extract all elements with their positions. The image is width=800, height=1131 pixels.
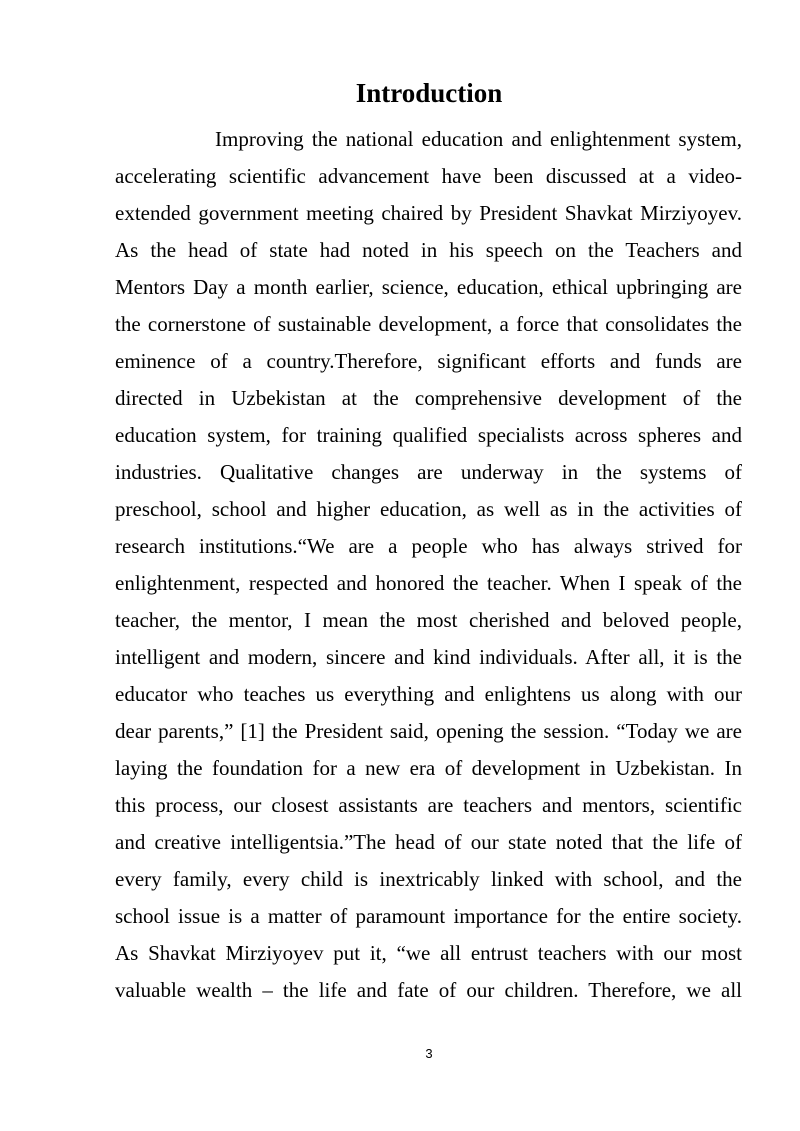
text-line: and creative intelligentsia.”The head of our state noted that the life of xyxy=(115,830,742,854)
text-line: this process, our closest assistants are teachers and mentors, scientific xyxy=(115,793,742,817)
text-line: research institutions.“We are a people who has always strived for xyxy=(115,534,742,558)
text-line: preschool, school and higher education, as well as in the activities of xyxy=(115,497,742,521)
body-paragraph xyxy=(115,121,742,1009)
text-line: eminence of a country.Therefore, significant efforts and funds are xyxy=(115,349,742,373)
text-line: Mentors Day a month earlier, science, education, ethical upbringing are xyxy=(115,275,742,299)
text-line: the cornerstone of sustainable development, a force that consolidates the xyxy=(115,312,742,336)
text-line: extended government meeting chaired by President Shavkat Mirziyoyev. xyxy=(115,201,742,225)
text-line: education system, for training qualified specialists across spheres and xyxy=(115,423,742,447)
text-line: As the head of state had noted in his speech on the Teachers and xyxy=(115,238,742,262)
text-line: accelerating scientific advancement have been discussed at a video- xyxy=(115,164,742,188)
page-number: 3 xyxy=(425,1046,433,1061)
text-line: every family, every child is inextricably linked with school, and the xyxy=(115,867,742,891)
text-line: laying the foundation for a new era of development in Uzbekistan. In xyxy=(115,756,742,780)
text-line: educator who teaches us everything and enlightens us along with our xyxy=(115,682,742,706)
text-line: As Shavkat Mirziyoyev put it, “we all entrust teachers with our most xyxy=(115,941,742,965)
text-line: directed in Uzbekistan at the comprehensive development of the xyxy=(115,386,742,410)
text-line: industries. Qualitative changes are underway in the systems of xyxy=(115,460,742,484)
text-line: Improving the national education and enlightenment system, xyxy=(215,127,742,151)
text-line: teacher, the mentor, I mean the most cherished and beloved people, xyxy=(115,608,742,632)
text-line: school issue is a matter of paramount importance for the entire society. xyxy=(115,904,742,928)
text-line: dear parents,” [1] the President said, opening the session. “Today we are xyxy=(115,719,742,743)
text-line: valuable wealth – the life and fate of our children. Therefore, we all xyxy=(115,978,742,1002)
text-line: intelligent and modern, sincere and kind individuals. After all, it is the xyxy=(115,645,742,669)
page-title: Introduction xyxy=(355,78,503,108)
text-line: enlightenment, respected and honored the teacher. When I speak of the xyxy=(115,571,742,595)
